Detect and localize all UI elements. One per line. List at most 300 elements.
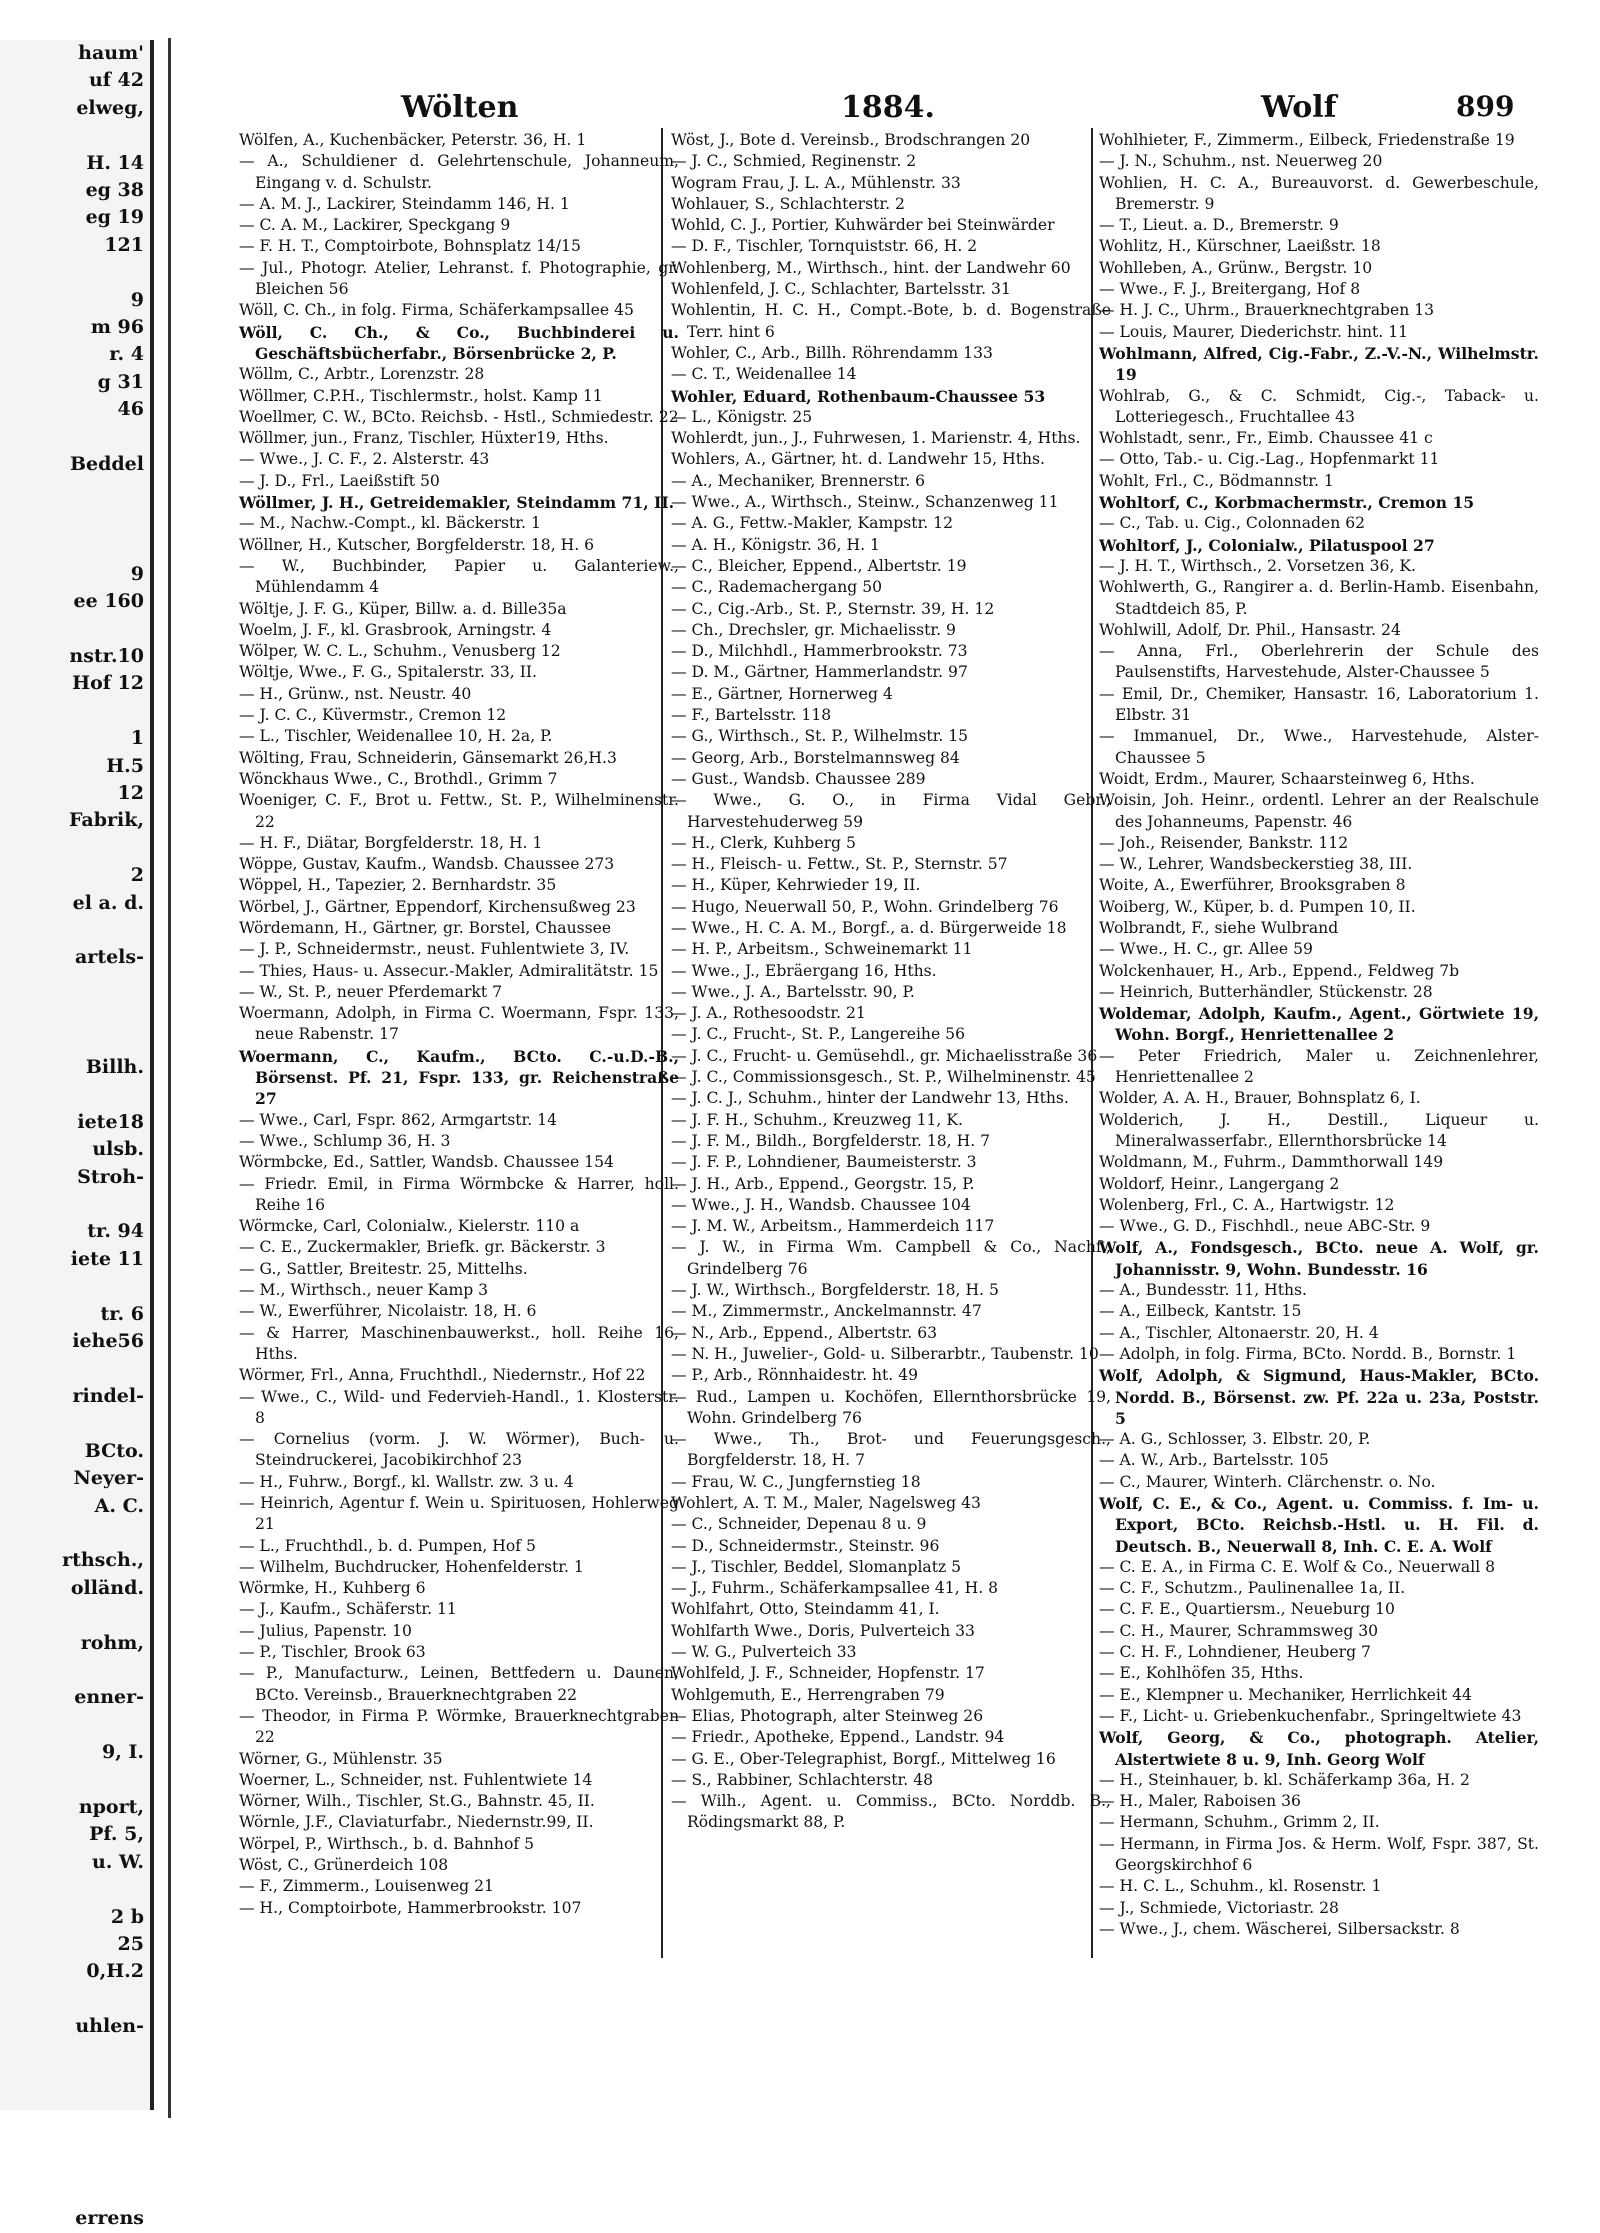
directory-entry: Woelm, J. F., kl. Grasbrook, Arningstr. 4 — [239, 620, 552, 639]
directory-entry: — J. C., Frucht-, St. P., Langereihe 56 — [671, 1025, 966, 1044]
directory-entry: Wolder, A. A. H., Brauer, Bohnsplatz 6, I. — [1099, 1089, 1421, 1108]
directory-entry: — Wwe., Th., Brot- und Feuerungsgesch., Borgfelderstr. 18, H. 7 — [671, 1430, 1111, 1470]
directory-entry: — C., Schneider, Depenau 8 u. 9 — [671, 1515, 927, 1534]
previous-page-fragment — [0, 972, 150, 999]
directory-entry: Wörpel, P., Wirthsch., b. d. Bahnhof 5 — [239, 1834, 534, 1853]
directory-entry: Wohlenberg, M., Wirthsch., hint. der Landwehr 60 — [671, 258, 1071, 277]
directory-entry: — Hermann, in Firma Jos. & Herm. Wolf, Fspr. 387, St. Georgskirchhof 6 — [1099, 1834, 1539, 1875]
previous-page-fragment: rindel- — [72, 1384, 144, 1407]
directory-entry: Wördemann, H., Gärtner, gr. Borstel, Chaussee — [239, 918, 612, 937]
directory-entry: — Hugo, Neuerwall 50, P., Wohn. Grindelberg 76 — [671, 897, 1059, 916]
directory-entry: — J., Schmiede, Victoriastr. 28 — [1099, 1898, 1339, 1917]
directory-entry: — J. N., Schuhm., nst. Neuerweg 20 — [1099, 152, 1383, 171]
directory-entry: — W. G., Pulverteich 33 — [671, 1643, 857, 1662]
directory-entry: — C., Rademachergang 50 — [671, 578, 883, 597]
directory-entry: — W., Buchbinder, Papier u. Galanteriew., Mühlendamm 4 — [239, 556, 679, 597]
directory-entry: Wohlrab, G., & C. Schmidt, Cig.-, Taback- u. Lotteriegesch., Fruchtallee 43 — [1099, 386, 1539, 426]
previous-page-fragment — [0, 506, 150, 533]
directory-entry: Woiberg, W., Küper, b. d. Pumpen 10, II. — [1099, 897, 1416, 916]
directory-entry: Wohlt, Frl., C., Bödmannstr. 1 — [1099, 471, 1334, 490]
directory-entry: Woermann, C., Kaufm., BCto. C.-u.D.-B., Börsenst. Pf. 21, Fspr. 133, gr. Reichenstraße 27 — [239, 1046, 679, 1109]
directory-entry: Wohler, C., Arb., Billh. Röhrendamm 133 — [671, 343, 993, 362]
directory-entry: Wöllner, H., Kutscher, Borgfelderstr. 18, H. 6 — [239, 535, 595, 554]
directory-entry: Wörmke, H., Kuhberg 6 — [239, 1579, 426, 1598]
directory-entry: — Wwe., J. A., Bartelsstr. 90, P. — [671, 982, 915, 1001]
previous-page-fragment: uf 42 — [88, 69, 144, 92]
previous-page-fragment — [0, 2041, 150, 2068]
directory-entry: — A., Schuldiener d. Gelehrtenschule, Johanneum, Eingang v. d. Schulstr. — [239, 152, 679, 192]
directory-entry: Wohlwill, Adolf, Dr. Phil., Hansastr. 24 — [1099, 620, 1401, 639]
previous-page-fragment — [0, 1520, 150, 1547]
previous-page-fragment: Beddel — [69, 453, 144, 476]
directory-entry: Wöllm, C., Arbtr., Lorenzstr. 28 — [239, 365, 485, 384]
previous-page-fragment: Stroh- — [77, 1165, 144, 1188]
directory-entry: — Otto, Tab.- u. Cig.-Lag., Hopfenmarkt 11 — [1099, 450, 1440, 469]
directory-entry: — E., Klempner u. Mechaniker, Herrlichkeit 44 — [1099, 1685, 1472, 1704]
directory-entry: — M., Zimmermstr., Anckelmannstr. 47 — [671, 1302, 982, 1321]
previous-page-fragment — [0, 1712, 150, 1739]
directory-entry: — F. H. T., Comptoirbote, Bohnsplatz 14/15 — [239, 237, 581, 256]
directory-entry: — S., Rabbiner, Schlachterstr. 48 — [671, 1770, 934, 1789]
directory-entry: — J. A., Rothesoodstr. 21 — [671, 1004, 866, 1023]
directory-entry: — Anna, Frl., Oberlehrerin der Schule des Paulsenstifts, Harvestehude, Alster-Chaussee 5 — [1099, 642, 1539, 682]
header-right-keyword: Wolf — [1261, 90, 1337, 125]
previous-page-fragment: 2 — [130, 864, 144, 887]
previous-page-fragment — [0, 2150, 150, 2177]
directory-entry: Woldorf, Heinr., Langergang 2 — [1099, 1174, 1340, 1193]
directory-entry: — H., Fleisch- u. Fettw., St. P., Sternstr. 57 — [671, 855, 1008, 874]
directory-entry: Wohlwerth, G., Rangirer a. d. Berlin-Hamb. Eisenbahn, Stadtdeich 85, P. — [1099, 578, 1539, 618]
directory-entry: — H., Grünw., nst. Neustr. 40 — [239, 684, 472, 703]
directory-entry: Woellmer, C. W., BCto. Reichsb. - Hstl., Schmiedestr. 22 — [239, 407, 679, 426]
directory-entry: — Julius, Papenstr. 10 — [239, 1621, 412, 1640]
directory-entry: Wörmer, Frl., Anna, Fruchthdl., Niedernstr., Hof 22 — [239, 1366, 646, 1385]
previous-page-fragment — [0, 1602, 150, 1629]
directory-entry: Wörmcke, Carl, Colonialw., Kielerstr. 110 a — [239, 1217, 580, 1236]
directory-entry: — J. W., in Firma Wm. Campbell & Co., Nachf., Grindelberg 76 — [671, 1238, 1111, 1278]
directory-entry: — W., Ewerführer, Nicolaistr. 18, H. 6 — [239, 1302, 537, 1321]
previous-page-fragment: el a. d. — [72, 891, 144, 914]
previous-page-fragment: tr. 94 — [87, 1220, 144, 1243]
directory-entry: — L., Königstr. 25 — [671, 407, 813, 426]
directory-entry: Wohltorf, J., Colonialw., Pilatuspool 27 — [1099, 535, 1435, 555]
directory-entry: — J. F. P., Lohndiener, Baumeisterstr. 3 — [671, 1153, 977, 1172]
directory-entry: Wolf, Georg, & Co., photograph. Atelier, Alstertwiete 8 u. 9, Inh. Georg Wolf — [1099, 1728, 1539, 1769]
directory-entry: — Wwe., G. O., in Firma Vidal Gebr., Harvestehuderweg 59 — [671, 791, 1111, 831]
directory-entry: — Wwe., J., chem. Wäscherei, Silbersackstr. 8 — [1099, 1919, 1460, 1938]
directory-entry: — C. A. M., Lackirer, Speckgang 9 — [239, 216, 511, 235]
directory-entry: Wogram Frau, J. L. A., Mühlenstr. 33 — [671, 173, 961, 192]
directory-entry: — Ch., Drechsler, gr. Michaelisstr. 9 — [671, 620, 956, 639]
directory-entry: — Adolph, in folg. Firma, BCto. Nordd. B., Bornstr. 1 — [1099, 1344, 1517, 1363]
directory-entry: — C., Cig.-Arb., St. P., Sternstr. 39, H. 12 — [671, 599, 995, 618]
directory-entry: — T., Lieut. a. D., Bremerstr. 9 — [1099, 216, 1339, 235]
directory-entry: — Heinrich, Butterhändler, Stückenstr. 28 — [1099, 982, 1433, 1001]
directory-entry: Woerner, L., Schneider, nst. Fuhlentwiete 14 — [239, 1770, 593, 1789]
directory-entry: — Peter Friedrich, Maler u. Zeichnenlehrer, Henriettenallee 2 — [1099, 1046, 1539, 1087]
directory-entry: Wohlleben, A., Grünw., Bergstr. 10 — [1099, 258, 1373, 277]
directory-entry: — H. P., Arbeitsm., Schweinemarkt 11 — [671, 940, 973, 959]
previous-page-fragment: iete18 — [77, 1110, 144, 1133]
directory-entry: — G. E., Ober-Telegraphist, Borgf., Mittelweg 16 — [671, 1749, 1056, 1768]
directory-entry: — C., Maurer, Winterh. Clärchenstr. o. No. — [1099, 1472, 1436, 1491]
directory-entry: Wörnle, J.F., Claviaturfabr., Niedernstr.99, II. — [239, 1813, 594, 1832]
directory-entry: Wohlien, H. C. A., Bureauvorst. d. Gewerbeschule, Bremerstr. 9 — [1099, 173, 1539, 213]
previous-page-fragment — [0, 1657, 150, 1684]
previous-page-fragment: 25 — [117, 1933, 144, 1956]
directory-entry: Wolf, A., Fondsgesch., BCto. neue A. Wolf, gr. Johannisstr. 9, Wohn. Bundesstr. 16 — [1099, 1238, 1539, 1279]
directory-entry: Wörmbcke, Ed., Sattler, Wandsb. Chaussee 154 — [239, 1153, 614, 1172]
directory-entry: — J. C., Frucht- u. Gemüsehdl., gr. Michaelisstraße 36 — [671, 1046, 1098, 1065]
header-left-keyword: Wölten — [401, 90, 519, 125]
previous-page-fragment — [0, 616, 150, 643]
previous-page-fragment: 2 b — [110, 1905, 144, 1928]
directory-entry: — J., Tischler, Beddel, Slomanplatz 5 — [671, 1557, 962, 1576]
directory-entry: — F., Licht- u. Griebenkuchenfabr., Springeltwiete 43 — [1099, 1706, 1522, 1725]
directory-entry: — P., Manufacturw., Leinen, Bettfedern u. Daunen, BCto. Vereinsb., Brauerknechtgraben 22 — [239, 1664, 679, 1704]
directory-entry: — J., Fuhrm., Schäferkampsallee 41, H. 8 — [671, 1579, 999, 1598]
directory-entry: — J. M. W., Arbeitsm., Hammerdeich 117 — [671, 1217, 995, 1236]
directory-entry: — Georg, Arb., Borstelmannsweg 84 — [671, 748, 960, 767]
directory-entry: — J., Kaufm., Schäferstr. 11 — [239, 1600, 457, 1619]
directory-entry: — J. P., Schneidermstr., neust. Fuhlentwiete 3, IV. — [239, 940, 630, 959]
directory-entry: — Elias, Photograph, alter Steinweg 26 — [671, 1706, 984, 1725]
previous-page-fragment — [0, 1027, 150, 1054]
previous-page-fragment: haum' — [78, 42, 144, 64]
previous-page-fragment: Pf. 5, — [89, 1823, 144, 1846]
directory-entry: — Jul., Photogr. Atelier, Lehranst. f. Photographie, gr. Bleichen 56 — [239, 258, 679, 299]
directory-entry: Wölfen, A., Kuchenbäcker, Peterstr. 36, H. 1 — [239, 131, 587, 149]
directory-entry: — C. T., Weidenallee 14 — [671, 365, 857, 384]
previous-page-fragment: 9 — [130, 562, 144, 585]
previous-page-fragment: 9, I. — [102, 1741, 144, 1764]
directory-entry: Wolckenhauer, H., Arb., Eppend., Feldweg 7b — [1099, 961, 1460, 980]
directory-entry: Wöst, C., Grünerdeich 108 — [239, 1856, 449, 1875]
directory-entry: — Wwe., F. J., Breitergang, Hof 8 — [1099, 280, 1361, 299]
directory-entry: — H. C. L., Schuhm., kl. Rosenstr. 1 — [1099, 1877, 1382, 1896]
previous-page-fragment: nstr.10 — [69, 644, 144, 667]
previous-page-fragment — [0, 2095, 150, 2122]
directory-entry: — C. F. E., Quartiersm., Neueburg 10 — [1099, 1600, 1395, 1619]
directory-entry: — Wwe., J., Ebräergang 16, Hths. — [671, 961, 937, 980]
previous-page-fragment — [0, 1273, 150, 1300]
previous-page-fragment: olländ. — [70, 1576, 144, 1599]
directory-entry: Wohlfeld, J. F., Schneider, Hopfenstr. 17 — [671, 1664, 985, 1683]
directory-entry: — A. G., Schlosser, 3. Elbstr. 20, P. — [1099, 1430, 1371, 1449]
previous-page-fragment: artels- — [75, 946, 144, 969]
directory-entry: — J. H. T., Wirthsch., 2. Vorsetzen 36, K. — [1099, 556, 1416, 575]
directory-entry: — E., Kohlhöfen 35, Hths. — [1099, 1664, 1304, 1683]
page-number: 899 — [1456, 90, 1515, 123]
previous-page-fragment — [0, 917, 150, 944]
directory-entry: — Theodor, in Firma P. Wörmke, Brauerknechtgraben 22 — [239, 1706, 679, 1747]
directory-entry: — Immanuel, Dr., Wwe., Harvestehude, Alster-Chaussee 5 — [1099, 727, 1539, 767]
previous-page-fragment — [0, 698, 150, 725]
directory-entry: — J. H., Arb., Eppend., Georgstr. 15, P. — [671, 1174, 975, 1193]
previous-page-fragment: 121 — [104, 233, 144, 256]
directory-entry: — A. M. J., Lackirer, Steindamm 146, H. 1 — [239, 194, 570, 213]
directory-entry: — J. C., Schmied, Reginenstr. 2 — [671, 152, 917, 171]
directory-entry: — & Harrer, Maschinenbauwerkst., holl. Reihe 16, Hths. — [239, 1323, 679, 1363]
previous-page-fragment: tr. 6 — [100, 1302, 144, 1325]
previous-page-fragment — [0, 1767, 150, 1794]
previous-page-fragment — [0, 999, 150, 1026]
directory-entry: Wölper, W. C. L., Schuhm., Venusberg 12 — [239, 642, 561, 661]
previous-page-fragment: 0,H.2 — [86, 1960, 144, 1983]
directory-entry: Woldemar, Adolph, Kaufm., Agent., Görtwiete 19, Wohn. Borgf., Henriettenallee 2 — [1099, 1004, 1539, 1045]
directory-entry: Wohlfahrt, Otto, Steindamm 41, I. — [671, 1600, 940, 1619]
directory-entry: — A., Eilbeck, Kantstr. 15 — [1099, 1302, 1302, 1321]
previous-page-fragment — [0, 835, 150, 862]
directory-entry: — D., Schneidermstr., Steinstr. 96 — [671, 1536, 940, 1555]
directory-entry: Wolenberg, Frl., C. A., Hartwigstr. 12 — [1099, 1195, 1395, 1214]
directory-entry: — Wwe., H. C., gr. Allee 59 — [1099, 940, 1313, 959]
directory-entry: — C., Bleicher, Eppend., Albertstr. 19 — [671, 556, 967, 575]
directory-entry: — H., Steinhauer, b. kl. Schäferkamp 36a, H. 2 — [1099, 1770, 1470, 1789]
directory-entry: Wöllmer, C.P.H., Tischlermstr., holst. Kamp 11 — [239, 386, 603, 405]
directory-entry: — A. G., Fettw.-Makler, Kampstr. 12 — [671, 514, 954, 533]
directory-entry: — H., Comptoirbote, Hammerbrookstr. 107 — [239, 1898, 582, 1917]
previous-page-fragment: ulsb. — [92, 1138, 144, 1161]
directory-entry: Wörbel, J., Gärtner, Eppendorf, Kirchensußweg 23 — [239, 897, 636, 916]
directory-entry: Wohlert, A. T. M., Maler, Nagelsweg 43 — [671, 1494, 981, 1512]
previous-page-fragment: 46 — [117, 398, 144, 421]
previous-page-fragment — [0, 259, 150, 286]
previous-page-fragment — [0, 122, 150, 149]
previous-page-fragment: Fabrik, — [68, 809, 144, 832]
directory-entry: Wöllmer, jun., Franz, Tischler, Hüxter19, Hths. — [239, 429, 609, 448]
directory-entry: Wöllmer, J. H., Getreidemakler, Steindamm 71, II. — [239, 493, 675, 513]
directory-entry: — D. F., Tischler, Tornquiststr. 66, H. 2 — [671, 237, 978, 256]
directory-entry: Wohlfarth Wwe., Doris, Pulverteich 33 — [671, 1621, 975, 1640]
directory-entry: — Wilh., Agent. u. Commiss., BCto. Norddb. B., Rödingsmarkt 88, P. — [671, 1792, 1111, 1832]
previous-page-fragment — [0, 533, 150, 560]
previous-page-fragment — [0, 2123, 150, 2150]
previous-page-fragment: nport, — [78, 1796, 144, 1818]
directory-entry: Wohlstadt, senr., Fr., Eimb. Chaussee 41 c — [1099, 429, 1433, 448]
previous-page-fragment: iehe56 — [72, 1330, 144, 1353]
directory-entry: — Friedr., Apotheke, Eppend., Landstr. 94 — [671, 1728, 1005, 1747]
directory-entry: — H., Fuhrw., Borgf., kl. Wallstr. zw. 3 u. 4 — [239, 1472, 574, 1491]
directory-entry: — J. W., Wirthsch., Borgfelderstr. 18, H. 5 — [671, 1281, 999, 1300]
previous-page-fragment: Hof 12 — [72, 672, 144, 695]
directory-entry: — H. J. C., Uhrm., Brauerknechtgraben 13 — [1099, 301, 1435, 320]
directory-entry: Wöst, J., Bote d. Vereinsb., Brodschrangen 20 — [671, 131, 1031, 149]
directory-entry: — D., Milchhdl., Hammerbrookstr. 73 — [671, 642, 968, 661]
directory-entry: — Emil, Dr., Chemiker, Hansastr. 16, Laboratorium 1. Elbstr. 31 — [1099, 684, 1539, 725]
directory-entry: — P., Tischler, Brook 63 — [239, 1643, 426, 1662]
previous-page-fragment: H.5 — [106, 754, 144, 777]
directory-entry: — Friedr. Emil, in Firma Wörmbcke & Harrer, holl. Reihe 16 — [239, 1174, 679, 1214]
directory-entry: — P., Arb., Rönnhaidestr. ht. 49 — [671, 1366, 919, 1385]
directory-entry: — J. D., Frl., Laeißstift 50 — [239, 471, 440, 490]
directory-entry: — Wwe., A., Wirthsch., Steinw., Schanzenweg 11 — [671, 493, 1059, 512]
previous-page-fragment: 12 — [117, 781, 144, 804]
directory-entry: Woidt, Erdm., Maurer, Schaarsteinweg 6, Hths. — [1099, 769, 1475, 788]
directory-entry: Wohlerdt, jun., J., Fuhrwesen, 1. Marienstr. 4, Hths. — [671, 429, 1081, 448]
previous-page-fragment: errens — [75, 2207, 144, 2230]
directory-entry: — Wwe., J. C. F., 2. Alsterstr. 43 — [239, 450, 490, 469]
directory-entry: Wohler, Eduard, Rothenbaum-Chaussee 53 — [671, 386, 1046, 406]
directory-entry: Wöppel, H., Tapezier, 2. Bernhardstr. 35 — [239, 876, 557, 895]
directory-entry: — F., Zimmerm., Louisenweg 21 — [239, 1877, 494, 1896]
previous-page-fragment: BCto. — [84, 1439, 144, 1462]
directory-entry: Wöll, C. Ch., in folg. Firma, Schäferkampsallee 45 — [239, 301, 634, 320]
previous-page-fragment: 1 — [130, 727, 144, 750]
previous-page-fragment: r. 4 — [109, 343, 144, 366]
directory-entry: — C. H. F., Lohndiener, Heuberg 7 — [1099, 1643, 1371, 1662]
directory-entry: — C. F., Schutzm., Paulinenallee 1a, II. — [1099, 1579, 1406, 1598]
previous-page-margin — [0, 40, 154, 2230]
directory-column-2 — [671, 130, 1111, 2020]
directory-page — [168, 38, 1586, 2118]
directory-entry: — J. F. H., Schuhm., Kreuzweg 11, K. — [671, 1110, 963, 1129]
directory-entry: — Cornelius (vorm. J. W. Wörmer), Buch- u. Steindruckerei, Jacobikirchhof 23 — [239, 1430, 679, 1470]
directory-entry: — Wwe., G. D., Fischhdl., neue ABC-Str. 9 — [1099, 1217, 1431, 1236]
directory-entry: Wöltje, Wwe., F. G., Spitalerstr. 33, II. — [239, 663, 537, 682]
directory-entry: — N., Arb., Eppend., Albertstr. 63 — [671, 1323, 938, 1342]
page-header — [171, 90, 1586, 130]
previous-page-fragment — [0, 1356, 150, 1383]
directory-entry: — M., Wirthsch., neuer Kamp 3 — [239, 1281, 489, 1300]
previous-page-fragment: eg 19 — [85, 206, 144, 229]
directory-entry: Woite, A., Ewerführer, Brooksgraben 8 — [1099, 876, 1406, 895]
previous-page-fragment: rthsch., — [62, 1549, 144, 1572]
directory-entry: — N. H., Juwelier-, Gold- u. Silberarbtr., Taubenstr. 10 — [671, 1344, 1099, 1363]
directory-entry: — Heinrich, Agentur f. Wein u. Spirituosen, Hohlerweg 21 — [239, 1494, 679, 1534]
directory-entry: Wohlentin, H. C. H., Compt.-Bote, b. d. Bogenstraße Terr. hint 6 — [671, 301, 1111, 341]
directory-column-3 — [1099, 130, 1539, 2020]
directory-entry: — A., Mechaniker, Brennerstr. 6 — [671, 471, 926, 490]
previous-page-fragment — [0, 479, 150, 506]
directory-entry: — J. C. J., Schuhm., hinter der Landwehr 13, Hths. — [671, 1089, 1069, 1108]
previous-page-fragment: m 96 — [90, 316, 144, 339]
directory-entry: — Wwe., Schlump 36, H. 3 — [239, 1131, 451, 1150]
directory-entry: Wohld, C. J., Portier, Kuhwärder bei Steinwärder — [671, 216, 1055, 235]
directory-entry: — F., Bartelsstr. 118 — [671, 706, 832, 725]
previous-page-fragment: A. C. — [94, 1494, 144, 1517]
directory-entry: — Hermann, Schuhm., Grimm 2, II. — [1099, 1813, 1380, 1832]
directory-entry: Wohlhieter, F., Zimmerm., Eilbeck, Friedenstraße 19 — [1099, 131, 1515, 149]
directory-entry: — C. E., Zuckermakler, Briefk. gr. Bäckerstr. 3 — [239, 1238, 606, 1257]
previous-page-fragment: ee 160 — [73, 590, 144, 613]
directory-entry: — H., Clerk, Kuhberg 5 — [671, 833, 856, 852]
directory-entry: — H., Maler, Raboisen 36 — [1099, 1792, 1301, 1811]
directory-entry: — A., Tischler, Altonaerstr. 20, H. 4 — [1099, 1323, 1379, 1342]
directory-entry: Wörner, Wilh., Tischler, St.G., Bahnstr. 45, II. — [239, 1792, 595, 1811]
directory-column-1 — [239, 130, 679, 2020]
previous-page-fragment: Neyer- — [73, 1467, 144, 1490]
directory-entry: Wohltorf, C., Korbmachermstr., Cremon 15 — [1099, 493, 1475, 513]
directory-entry: Woldmann, M., Fuhrm., Dammthorwall 149 — [1099, 1153, 1444, 1172]
previous-page-fragment — [0, 1876, 150, 1903]
directory-entry: — L., Tischler, Weidenallee 10, H. 2a, P. — [239, 727, 553, 746]
directory-entry: — G., Sattler, Breitestr. 25, Mittelhs. — [239, 1259, 528, 1278]
directory-entry: Wolf, Adolph, & Sigmund, Haus-Makler, BCto. Nordd. B., Börsenst. zw. Pf. 22a u. 23a, Poststr. 5 — [1099, 1366, 1539, 1428]
directory-entry: — Wwe., H. C. A. M., Borgf., a. d. Bürgerweide 18 — [671, 918, 1067, 937]
previous-page-fragment: 9 — [130, 288, 144, 311]
previous-page-fragment: eg 38 — [85, 179, 144, 202]
directory-entry: — Frau, W. C., Jungfernstieg 18 — [671, 1472, 921, 1491]
directory-entry: Wohlmann, Alfred, Cig.-Fabr., Z.-V.-N., Wilhelmstr. 19 — [1099, 343, 1539, 385]
directory-entry: Woisin, Joh. Heinr., ordentl. Lehrer an der Realschule des Johanneums, Papenstr. 46 — [1099, 791, 1539, 831]
directory-entry: — Wwe., J. H., Wandsb. Chaussee 104 — [671, 1195, 971, 1214]
previous-page-fragment: uhlen- — [75, 2015, 144, 2038]
directory-entry: Wolf, C. E., & Co., Agent. u. Commiss. f. Im- u. Export, BCto. Reichsb.-Hstl. u. H. Fil. d. Deutsch. B., Neuerwall 8, Inh. C. E. A. Wolf — [1099, 1494, 1539, 1556]
directory-entry: — Wwe., Carl, Fspr. 862, Armgartstr. 14 — [239, 1110, 558, 1129]
directory-entry: — C., Tab. u. Cig., Colonnaden 62 — [1099, 514, 1366, 533]
directory-entry: — Louis, Maurer, Diederichstr. hint. 11 — [1099, 322, 1409, 341]
directory-entry: — A. W., Arb., Bartelsstr. 105 — [1099, 1451, 1329, 1470]
previous-page-fragment: enner- — [74, 1686, 144, 1709]
directory-entry: Woermann, Adolph, in Firma C. Woermann, Fspr. 133, neue Rabenstr. 17 — [239, 1004, 679, 1044]
previous-page-fragment: rohm, — [80, 1631, 144, 1654]
directory-entry: Wölting, Frau, Schneiderin, Gänsemarkt 26,H.3 — [239, 748, 617, 767]
previous-page-fragment — [0, 2178, 150, 2205]
directory-entry: — Rud., Lampen u. Kochöfen, Ellernthorsbrücke 19, Wohn. Grindelberg 76 — [671, 1387, 1111, 1427]
previous-page-fragment — [0, 1986, 150, 2013]
previous-page-fragment: H. 14 — [86, 151, 144, 174]
header-year: 1884. — [841, 90, 935, 125]
directory-entry: Wohlauer, S., Schlachterstr. 2 — [671, 194, 905, 213]
previous-page-fragment — [0, 1081, 150, 1108]
directory-entry: — G., Wirthsch., St. P., Wilhelmstr. 15 — [671, 727, 969, 746]
directory-entry: — Gust., Wandsb. Chaussee 289 — [671, 769, 926, 788]
previous-page-fragment: Billh. — [85, 1056, 144, 1079]
directory-entry: — Wilhelm, Buchdrucker, Hohenfelderstr. 1 — [239, 1557, 584, 1576]
directory-entry: — J. C. C., Küvermstr., Cremon 12 — [239, 706, 507, 725]
previous-page-fragment: iete 11 — [70, 1247, 144, 1270]
directory-entry: Wolderich, J. H., Destill., Liqueur u. Mineralwasserfabr., Ellernthorsbrücke 14 — [1099, 1110, 1539, 1150]
directory-entry: Wohlgemuth, E., Herrengraben 79 — [671, 1685, 945, 1704]
directory-entry: — H. F., Diätar, Borgfelderstr. 18, H. 1 — [239, 833, 543, 852]
directory-entry: — C. H., Maurer, Schrammsweg 30 — [1099, 1621, 1379, 1640]
directory-entry: — Wwe., C., Wild- und Federvieh-Handl., 1. Klosterstr. 8 — [239, 1387, 679, 1427]
previous-page-fragment — [0, 424, 150, 451]
directory-entry: — Thies, Haus- u. Assecur.-Makler, Admiralitätstr. 15 — [239, 961, 659, 980]
directory-entry: Wöltje, J. F. G., Küper, Billw. a. d. Bille35a — [239, 599, 567, 618]
directory-entry: — W., St. P., neuer Pferdemarkt 7 — [239, 982, 503, 1001]
directory-entry: Wolbrandt, F., siehe Wulbrand — [1099, 918, 1339, 937]
directory-entry: Wohlenfeld, J. C., Schlachter, Bartelsstr. 31 — [671, 280, 1011, 299]
directory-entry: — M., Nachw.-Compt., kl. Bäckerstr. 1 — [239, 514, 541, 533]
directory-entry: Wohlers, A., Gärtner, ht. d. Landwehr 15, Hths. — [671, 450, 1045, 469]
previous-page-fragment: u. W. — [91, 1850, 144, 1873]
directory-entry: — C. E. A., in Firma C. E. Wolf & Co., Neuerwall 8 — [1099, 1557, 1496, 1576]
previous-page-fragment: elweg, — [76, 96, 144, 119]
directory-entry: — A., Bundesstr. 11, Hths. — [1099, 1281, 1307, 1300]
directory-entry: — L., Fruchthdl., b. d. Pumpen, Hof 5 — [239, 1536, 536, 1555]
directory-entry: Woeniger, C. F., Brot u. Fettw., St. P., Wilhelminenstr. 22 — [239, 791, 679, 831]
previous-page-fragment — [0, 2068, 150, 2095]
previous-page-fragment — [0, 1410, 150, 1437]
previous-page-fragment: g 31 — [97, 370, 144, 393]
directory-entry: Wönckhaus Wwe., C., Brothdl., Grimm 7 — [239, 769, 558, 788]
directory-entry: — H., Küper, Kehrwieder 19, II. — [671, 876, 921, 895]
directory-entry: Wörner, G., Mühlenstr. 35 — [239, 1749, 443, 1768]
directory-entry: — A. H., Königstr. 36, H. 1 — [671, 535, 880, 554]
directory-entry: — J. F. M., Bildh., Borgfelderstr. 18, H. 7 — [671, 1131, 991, 1150]
directory-entry: Wohlitz, H., Kürschner, Laeißstr. 18 — [1099, 237, 1381, 256]
directory-entry: — W., Lehrer, Wandsbeckerstieg 38, III. — [1099, 855, 1413, 874]
directory-entry: — J. C., Commissionsgesch., St. P., Wilhelminenstr. 45 — [671, 1068, 1096, 1087]
directory-entry: — E., Gärtner, Hornerweg 4 — [671, 684, 893, 703]
directory-entry: Wöppe, Gustav, Kaufm., Wandsb. Chaussee 273 — [239, 855, 615, 874]
directory-entry: — Joh., Reisender, Bankstr. 112 — [1099, 833, 1349, 852]
previous-page-fragment — [0, 1191, 150, 1218]
directory-entry: — D. M., Gärtner, Hammerlandstr. 97 — [671, 663, 968, 682]
directory-entry: Wöll, C. Ch., & Co., Buchbinderei u. Geschäftsbücherfabr., Börsenbrücke 2, P. — [239, 322, 679, 363]
